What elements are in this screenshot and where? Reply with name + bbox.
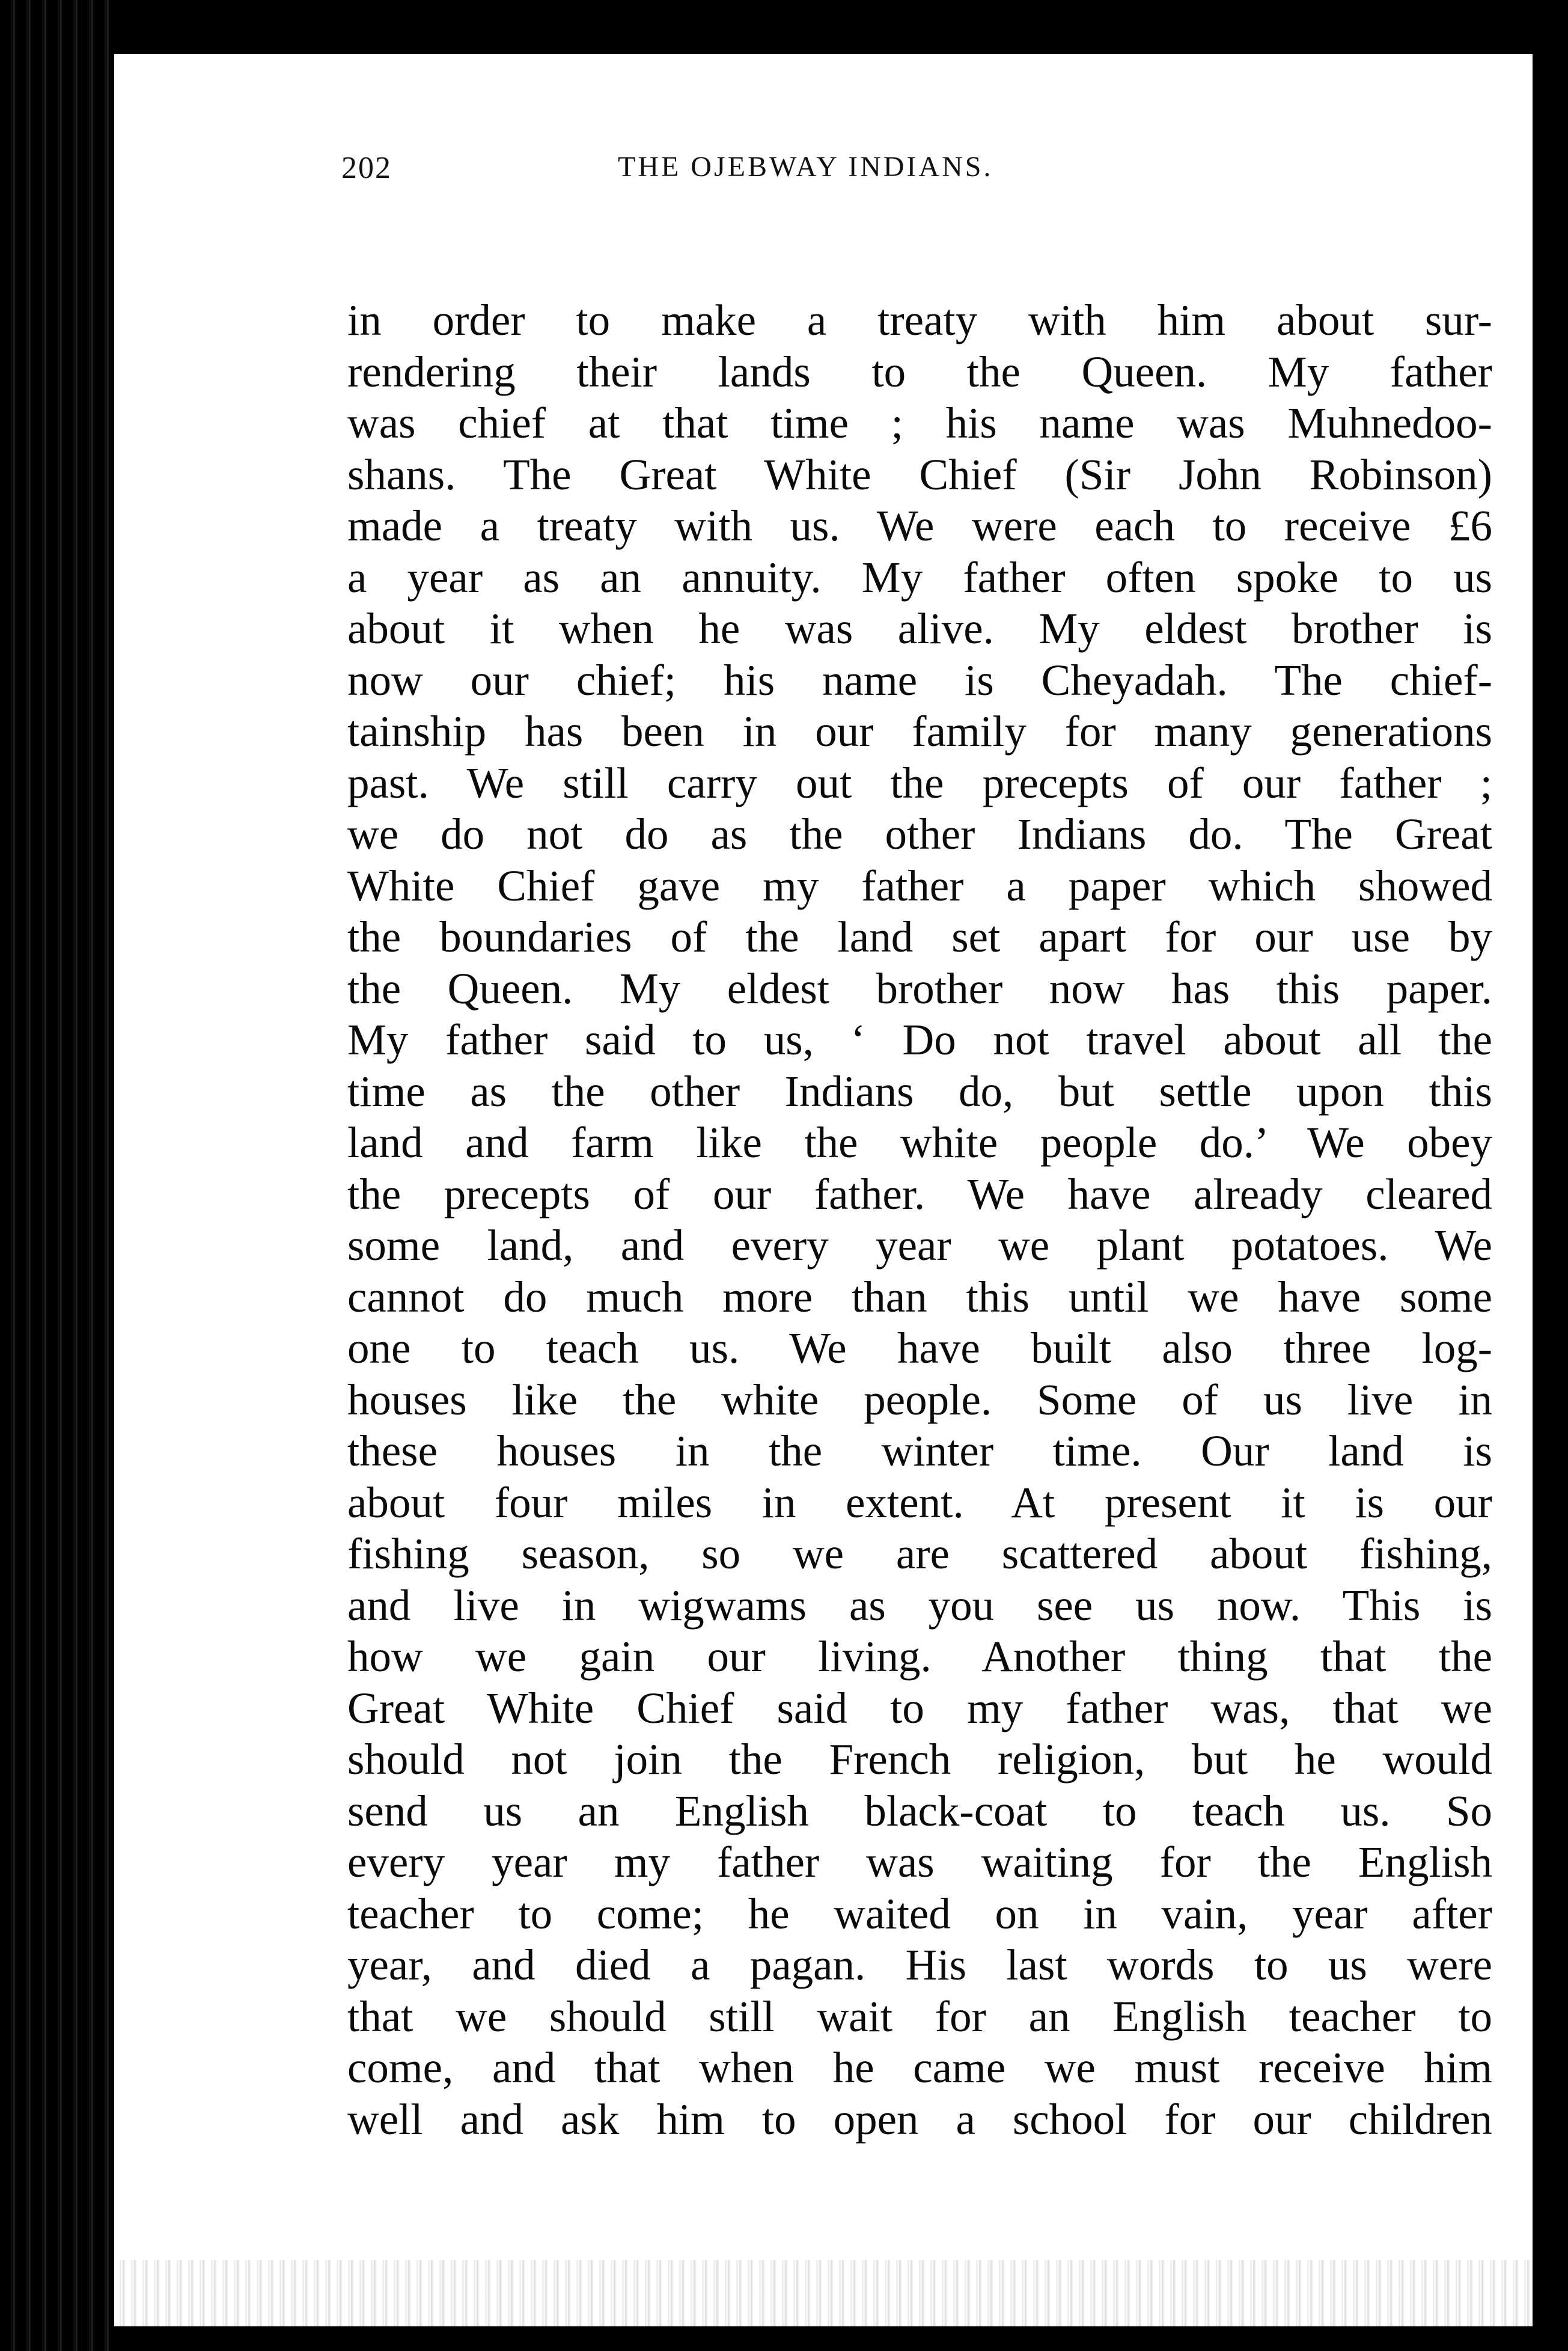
text-line: we do not do as the other Indians do. The Great xyxy=(347,810,1492,858)
running-head xyxy=(341,150,1519,204)
running-title: THE OJEBWAY INDIANS. xyxy=(618,151,993,183)
text-line: one to teach us. We have built also three log- xyxy=(347,1324,1492,1372)
text-line: these houses in the winter time. Our land is xyxy=(347,1426,1492,1475)
text-line: the precepts of our father. We have already cleared xyxy=(347,1169,1492,1218)
text-line: cannot do much more than this until we have some xyxy=(347,1272,1492,1321)
text-line: well and ask him to open a school for our children xyxy=(347,2094,1492,2144)
text-line: about it when he was alive. My eldest brother is xyxy=(347,604,1492,653)
text-line: send us an English black-coat to teach us. So xyxy=(347,1786,1492,1835)
text-line: the boundaries of the land set apart for our use by xyxy=(347,913,1492,961)
text-line: Great White Chief said to my father was, that we xyxy=(347,1683,1492,1732)
book-page xyxy=(114,54,1533,2326)
text-line: come, and that when he came we must receive him xyxy=(347,2043,1492,2092)
text-line: the Queen. My eldest brother now has this paper. xyxy=(347,964,1492,1013)
text-line: year, and died a pagan. His last words to us were xyxy=(347,1940,1492,1989)
text-line: past. We still carry out the precepts of our father ; xyxy=(347,758,1492,807)
text-line: every year my father was waiting for the English xyxy=(347,1838,1492,1886)
text-line: land and farm like the white people do.’ We obey xyxy=(347,1118,1492,1167)
text-line: some land, and every year we plant potatoes. We xyxy=(347,1221,1492,1270)
scan-bottom-edge xyxy=(114,2260,1533,2326)
text-line: My father said to us, ‘ Do not travel about all the xyxy=(347,1015,1492,1064)
text-line: tainship has been in our family for many generations xyxy=(347,707,1492,756)
text-line: made a treaty with us. We were each to receive £6 xyxy=(347,501,1492,550)
text-line: rendering their lands to the Queen. My father xyxy=(347,347,1492,396)
scan-left-edge xyxy=(0,0,114,2351)
text-line: was chief at that time ; his name was Muhnedoo- xyxy=(347,399,1492,447)
text-line: fishing season, so we are scattered about fishing, xyxy=(347,1529,1492,1578)
text-line: a year as an annuity. My father often spoke to us xyxy=(347,552,1492,602)
text-line: that we should still wait for an English teacher to xyxy=(347,1992,1492,2041)
text-line: time as the other Indians do, but settle upon this xyxy=(347,1066,1492,1116)
text-line: houses like the white people. Some of us live in xyxy=(347,1375,1492,1424)
text-line: shans. The Great White Chief (Sir John Robinson) xyxy=(347,450,1492,499)
text-line: and live in wigwams as you see us now. This is xyxy=(347,1580,1492,1630)
text-line: in order to make a treaty with him about sur- xyxy=(347,296,1492,344)
text-line: about four miles in extent. At present it is our xyxy=(347,1478,1492,1527)
page-number: 202 xyxy=(341,151,392,185)
text-line: teacher to come; he waited on in vain, year after xyxy=(347,1889,1492,1938)
text-line: how we gain our living. Another thing that the xyxy=(347,1632,1492,1681)
text-line: should not join the French religion, but he would xyxy=(347,1735,1492,1784)
body-text xyxy=(347,295,1492,2145)
text-line: now our chief; his name is Cheyadah. The chief- xyxy=(347,655,1492,705)
text-line: White Chief gave my father a paper which showed xyxy=(347,861,1492,910)
